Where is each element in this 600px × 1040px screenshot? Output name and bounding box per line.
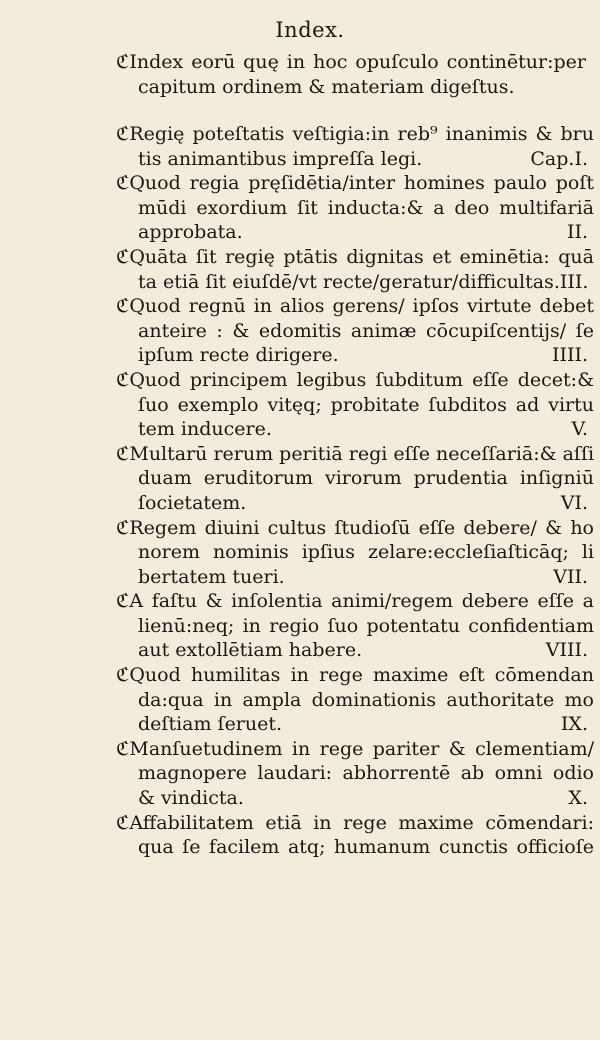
index-entry bbox=[116, 589, 594, 663]
entry-line bbox=[116, 565, 594, 590]
chapter-number: VII. bbox=[553, 565, 588, 588]
chapter-number: V. bbox=[571, 418, 588, 441]
entry-line bbox=[116, 270, 594, 295]
entry-line: ℭMultarū rerum peritiā regi eſſe neceſſariā:& aſſi bbox=[116, 442, 594, 465]
index-entry bbox=[116, 516, 594, 590]
entry-line: qua ſe facilem atq; humanum cunctis officioſe bbox=[138, 836, 594, 859]
entry-line: ℭRegię poteſtatis veſtigia:in reb⁹ inanimis & bru bbox=[116, 123, 594, 145]
entry-line: da:qua in ampla dominationis authoritate mo bbox=[138, 688, 594, 711]
chapter-number: IX. bbox=[560, 713, 588, 736]
entry-line: magnopere laudari: abhorrentē ab omni odio bbox=[138, 762, 594, 785]
entry-line: norem nominis ipſius zelare:eccleſiaſticāq; li bbox=[138, 541, 594, 564]
running-header: Index. bbox=[275, 18, 345, 42]
chapter-number: II. bbox=[566, 221, 588, 244]
index-entries bbox=[116, 122, 594, 860]
index-entry bbox=[116, 122, 594, 171]
entry-text: ipſum recte dirigere. bbox=[138, 344, 339, 367]
entry-line bbox=[116, 220, 594, 245]
entry-text: bertatem tueri. bbox=[138, 565, 285, 588]
entry-text: aut extollētiam habere. bbox=[138, 639, 363, 662]
entry-line bbox=[116, 417, 594, 442]
entry-line bbox=[116, 638, 594, 663]
entry-line bbox=[116, 491, 594, 516]
entry-text: ſocietatem. bbox=[138, 491, 247, 514]
index-entry bbox=[116, 245, 594, 294]
entry-line: ℭQuāta ſit regię ptātis dignitas et eminētia: quā bbox=[116, 245, 594, 268]
index-entry bbox=[116, 171, 594, 245]
entry-text: & vindicta. bbox=[138, 787, 244, 810]
entry-text: deſtiam ſeruet. bbox=[138, 713, 283, 736]
entry-line: ℭRegem diuini cultus ſtudioſū eſſe debere/ & ho bbox=[116, 516, 594, 539]
chapter-number: III. bbox=[559, 270, 589, 293]
intro-line: capitum ordinem & materiam digeſtus. bbox=[138, 75, 515, 98]
entry-line: ſuo exemplo vitęq; probitate ſubditos ad virtu bbox=[138, 393, 594, 416]
entry-line: lienū:neq; in regio ſuo potentatu confidentiam bbox=[138, 614, 594, 637]
index-entry bbox=[116, 737, 594, 811]
entry-text: tem inducere. bbox=[138, 418, 272, 441]
entry-line: anteire : & edomitis animæ cōcupiſcentijs/ ſe bbox=[138, 319, 594, 342]
chapter-number: VIII. bbox=[545, 639, 588, 662]
entry-line bbox=[116, 147, 594, 172]
chapter-number: Cap.I. bbox=[530, 147, 588, 170]
entry-line: ℭA faſtu & inſolentia animi/regem debere eſſe a bbox=[116, 590, 594, 613]
entry-line: mūdi exordium ſit inducta:& a deo multifariā bbox=[138, 196, 594, 219]
index-introduction bbox=[116, 50, 586, 99]
entry-line: ℭQuod regia pręſidētia/inter homines paulo poſt bbox=[116, 172, 594, 195]
index-entry bbox=[116, 442, 594, 516]
entry-text: tis animantibus impreſſa legi. bbox=[138, 147, 423, 170]
entry-line bbox=[116, 343, 594, 368]
chapter-number: VI. bbox=[560, 491, 588, 514]
index-entry bbox=[116, 368, 594, 442]
index-entry bbox=[116, 663, 594, 737]
index-entry bbox=[116, 811, 594, 860]
intro-line: ℭIndex eorū quę in hoc opuſculo continētur:per bbox=[116, 51, 586, 73]
entry-text: approbata. bbox=[138, 221, 243, 244]
entry-line: ℭAffabilitatem etiā in rege maxime cōmendari: bbox=[116, 811, 594, 834]
entry-line: ℭManſuetudinem in rege pariter & clementiam/ bbox=[116, 737, 594, 760]
entry-line: duam eruditorum virorum prudentia inſigniū bbox=[138, 467, 594, 490]
chapter-number: IIII. bbox=[551, 344, 588, 367]
entry-text: ta etiā ſit eiuſdē/vt recte/geratur/difficultas. bbox=[138, 270, 560, 293]
entry-line: ℭQuod principem legibus ſubditum eſſe decet:& bbox=[116, 368, 594, 391]
entry-line bbox=[116, 712, 594, 737]
entry-line: ℭQuod humilitas in rege maxime eſt cōmendan bbox=[116, 664, 594, 687]
entry-line: ℭQuod regnū in alios gerens/ ipſos virtute debet bbox=[116, 295, 594, 318]
chapter-number: X. bbox=[568, 787, 588, 810]
index-entry bbox=[116, 294, 594, 368]
entry-line bbox=[116, 786, 594, 811]
